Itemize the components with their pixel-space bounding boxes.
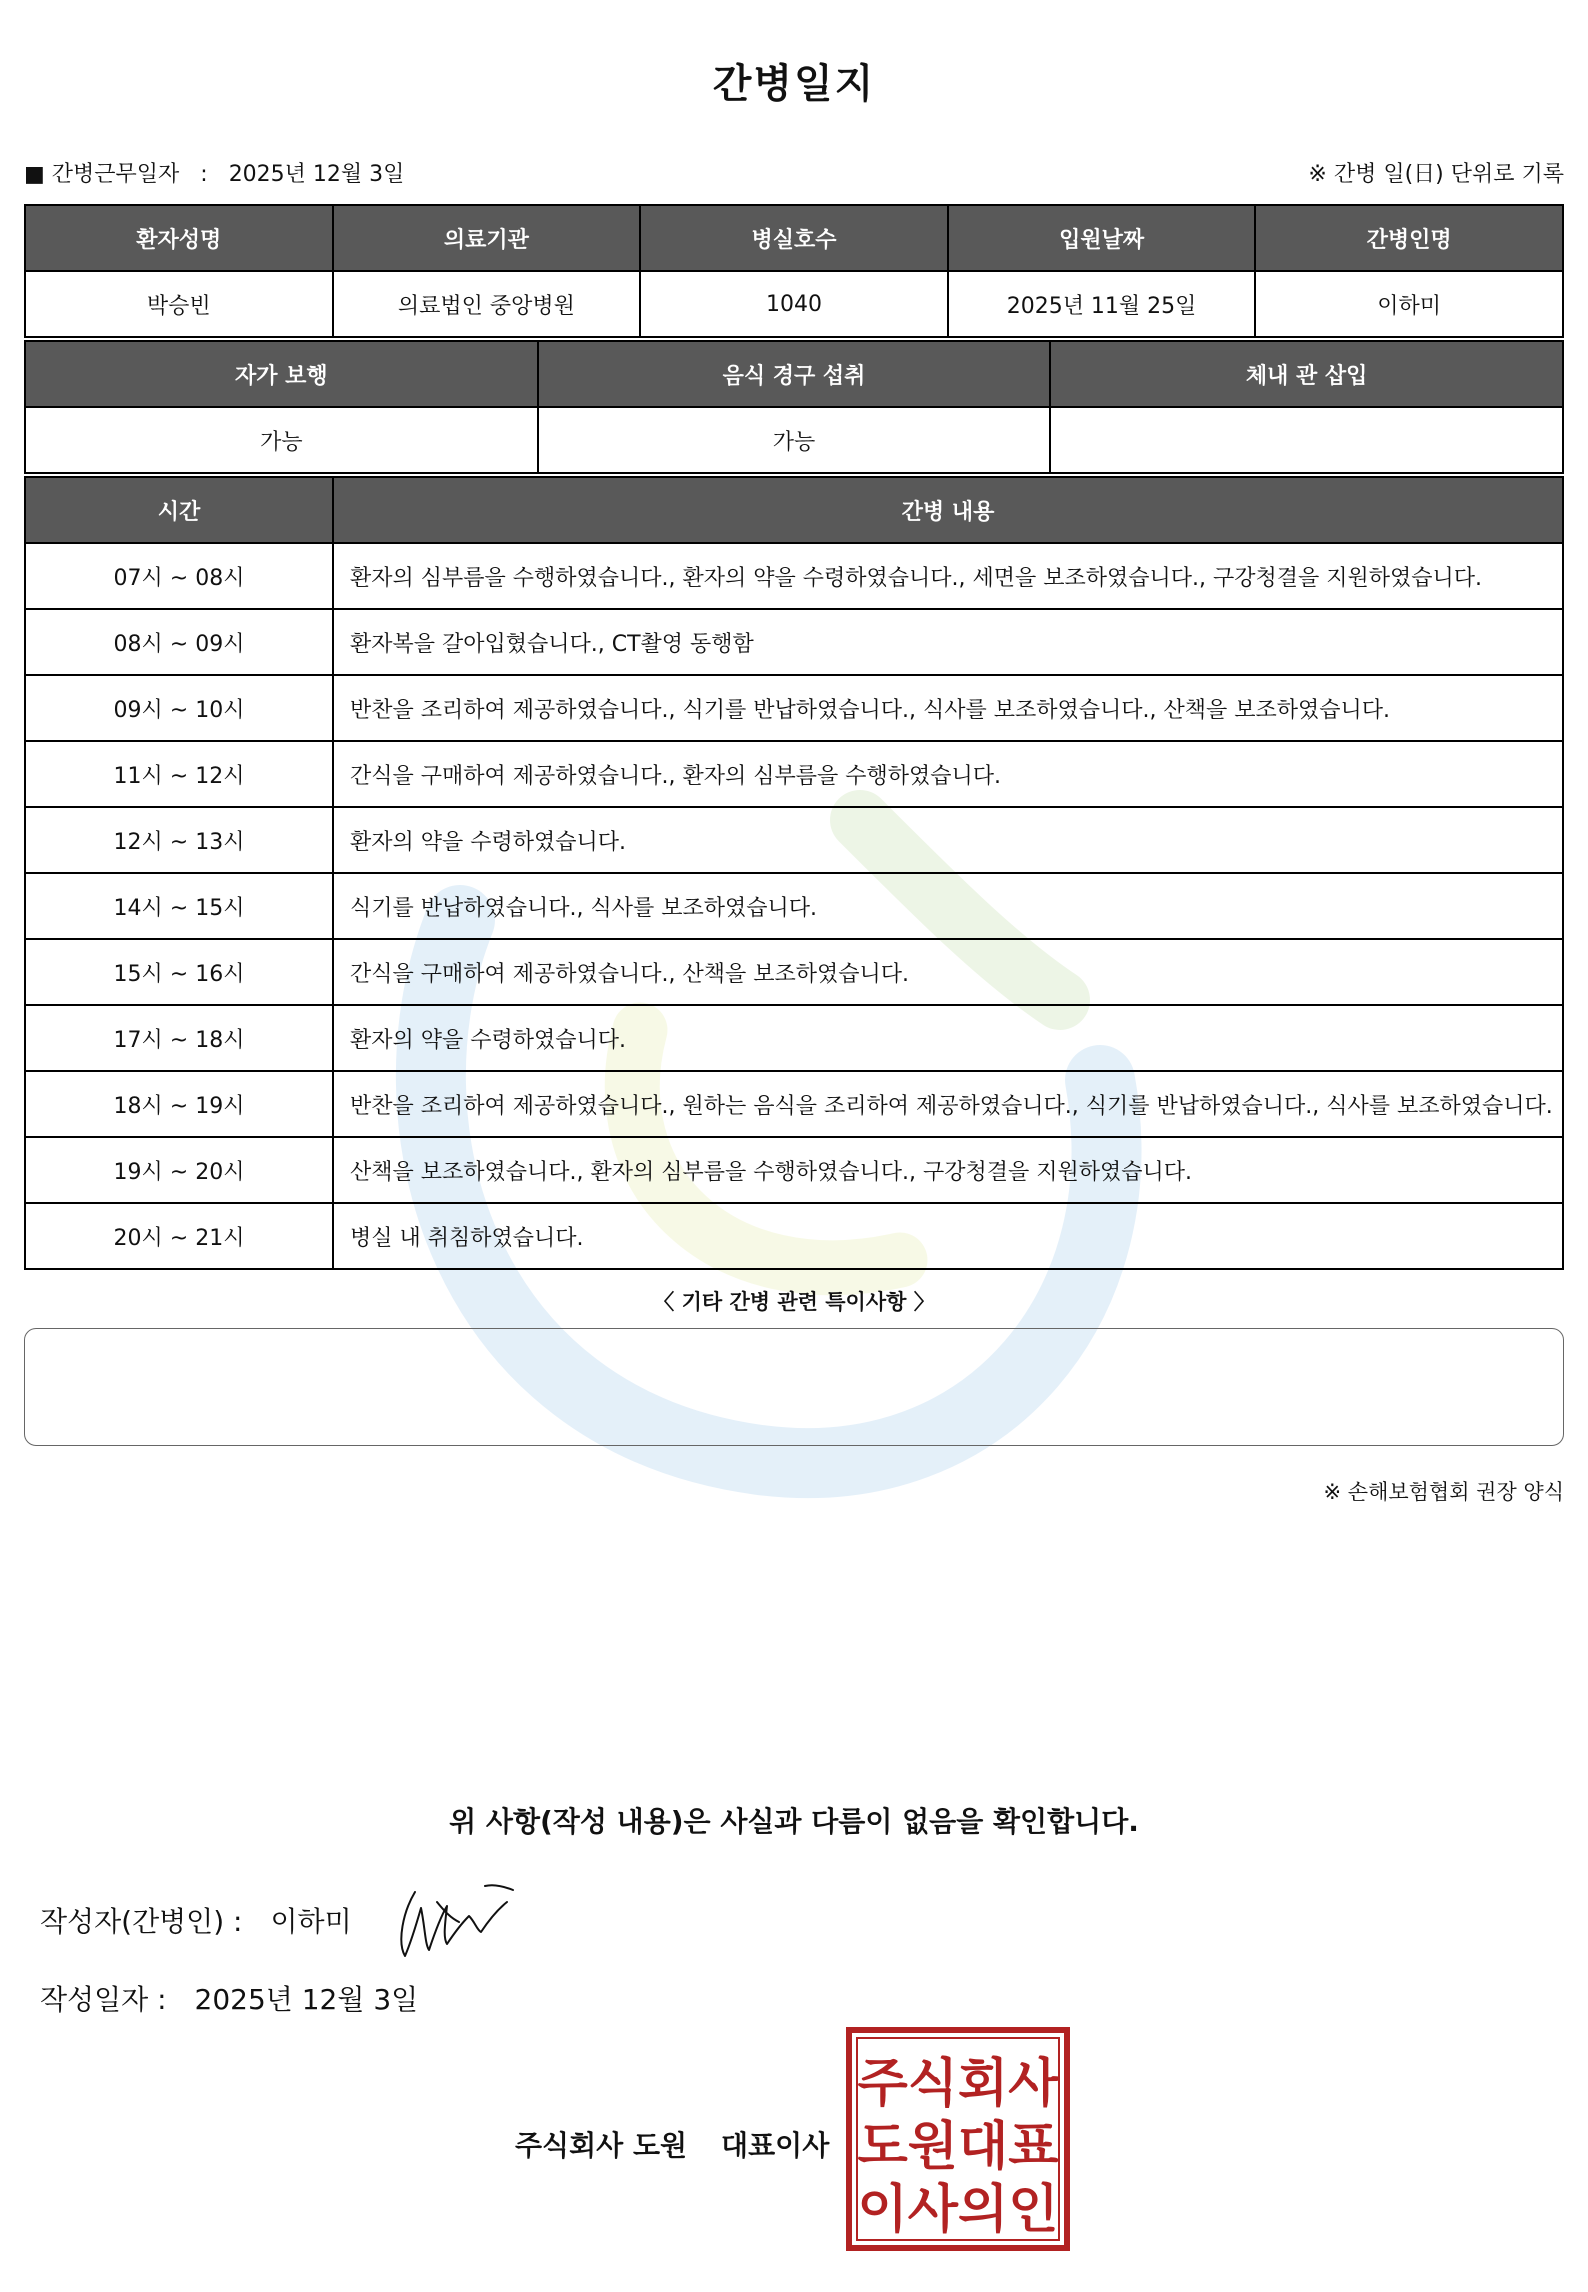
work-date-label: ■ 간병근무일자 [24,162,180,187]
table-row [25,939,1563,1005]
walking-status: 가능 [25,407,538,473]
table-row [25,741,1563,807]
table-row [25,543,1563,609]
patient-info-header [25,205,1563,271]
header-oral-intake: 음식 경구 섭취 [538,341,1051,407]
care-log-header [25,477,1563,543]
content-cell: 환자의 약을 수령하였습니다. [333,807,1563,873]
seal-line-2: 도원대표 [857,2117,1059,2177]
writer-line [40,1900,352,1940]
patient-info-values [25,271,1563,337]
header-caregiver: 간병인명 [1255,205,1563,271]
header-walking: 자가 보행 [25,341,538,407]
status-header [25,341,1563,407]
table-row [25,873,1563,939]
header-room: 병실호수 [640,205,948,271]
time-cell: 15시 ~ 16시 [25,939,333,1005]
header-tube: 체내 관 삽입 [1050,341,1563,407]
recommended-form-note: ※ 손해보험협회 권장 양식 [1323,1480,1564,1504]
written-date-value: 2025년 12월 3일 [194,1983,419,2016]
content-cell: 환자의 심부름을 수행하였습니다., 환자의 약을 수령하였습니다., 세면을 보조하였습니다., 구강청결을 지원하였습니다. [333,543,1563,609]
company-line [515,2124,829,2164]
written-date-line [40,1978,418,2018]
company-seal [845,2026,1071,2252]
company-name: 주식회사 도원 [515,2129,688,2162]
content-cell: 식기를 반납하였습니다., 식사를 보조하였습니다. [333,873,1563,939]
content-cell: 반찬을 조리하여 제공하였습니다., 식기를 반납하였습니다., 식사를 보조하였습니다., 산책을 보조하였습니다. [333,675,1563,741]
status-values [25,407,1563,473]
content-cell: 환자복을 갈아입혔습니다., CT촬영 동행함 [333,609,1563,675]
care-log-table [24,476,1564,1270]
work-date-value: 2025년 12월 3일 [228,162,405,187]
tube-status [1050,407,1563,473]
time-cell: 18시 ~ 19시 [25,1071,333,1137]
header-admission-date: 입원날짜 [948,205,1256,271]
time-cell: 11시 ~ 12시 [25,741,333,807]
time-cell: 20시 ~ 21시 [25,1203,333,1269]
special-notes-box [24,1328,1564,1446]
patient-status-table [24,340,1564,474]
header-care-content: 간병 내용 [333,477,1563,543]
time-cell: 19시 ~ 20시 [25,1137,333,1203]
header-time: 시간 [25,477,333,543]
table-row [25,609,1563,675]
time-cell: 17시 ~ 18시 [25,1005,333,1071]
time-cell: 09시 ~ 10시 [25,675,333,741]
handwritten-signature [385,1872,535,1962]
room-number: 1040 [640,271,948,337]
written-date-label: 작성일자 : [40,1983,167,2016]
caregiver-name: 이하미 [1255,271,1563,337]
header-patient-name: 환자성명 [25,205,333,271]
table-row [25,807,1563,873]
seal-line-1: 주식회사 [857,2054,1059,2114]
table-row [25,1203,1563,1269]
content-cell: 간식을 구매하여 제공하였습니다., 산책을 보조하였습니다. [333,939,1563,1005]
content-cell: 반찬을 조리하여 제공하였습니다., 원하는 음식을 조리하여 제공하였습니다., 식기를 반납하였습니다., 식사를 보조하였습니다. [333,1071,1563,1137]
time-cell: 12시 ~ 13시 [25,807,333,873]
time-cell: 08시 ~ 09시 [25,609,333,675]
patient-info-table [24,204,1564,338]
record-unit-note: ※ 간병 일(日) 단위로 기록 [1308,162,1564,187]
content-cell: 병실 내 취침하였습니다. [333,1203,1563,1269]
confirmation-statement: 위 사항(작성 내용)은 사실과 다름이 없음을 확인합니다. [449,1805,1139,1838]
writer-name: 이하미 [270,1905,352,1938]
institution: 의료법인 중앙병원 [333,271,641,337]
content-cell: 간식을 구매하여 제공하였습니다., 환자의 심부름을 수행하였습니다. [333,741,1563,807]
page-title: 간병일지 [712,61,876,107]
work-date [24,157,404,188]
header-institution: 의료기관 [333,205,641,271]
table-row [25,1137,1563,1203]
writer-label: 작성자(간병인) : [40,1905,243,1938]
time-cell: 07시 ~ 08시 [25,543,333,609]
work-date-sep: : [200,162,208,187]
seal-line-3: 이사의인 [857,2180,1059,2240]
ceo-title: 대표이사 [721,2129,830,2162]
oral-intake-status: 가능 [538,407,1051,473]
patient-name: 박승빈 [25,271,333,337]
admission-date: 2025년 11월 25일 [948,271,1256,337]
table-row [25,1071,1563,1137]
table-row [25,675,1563,741]
content-cell: 산책을 보조하였습니다., 환자의 심부름을 수행하였습니다., 구강청결을 지원하였습니다. [333,1137,1563,1203]
content-cell: 환자의 약을 수령하였습니다. [333,1005,1563,1071]
time-cell: 14시 ~ 15시 [25,873,333,939]
special-notes-title: 〈 기타 간병 관련 특이사항 〉 [653,1290,935,1314]
table-row [25,1005,1563,1071]
